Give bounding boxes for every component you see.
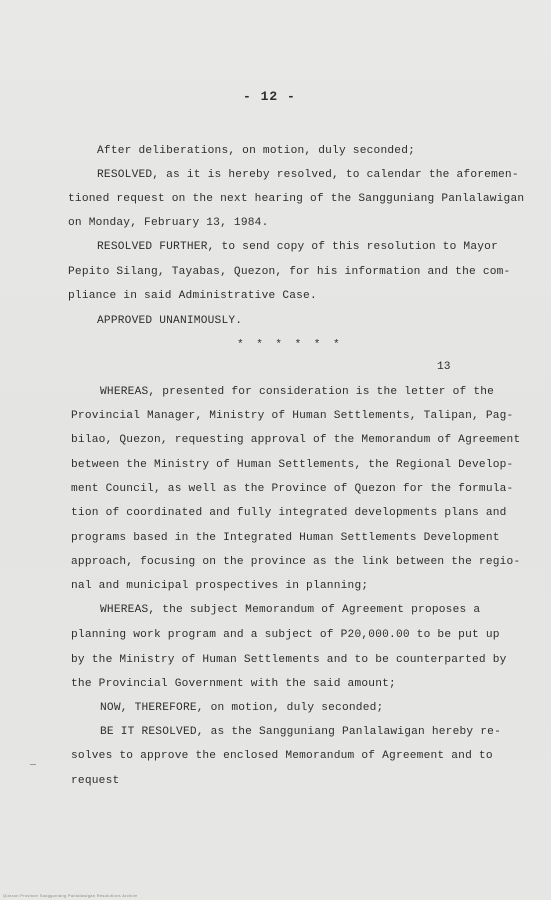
item-number: 13 [437,361,451,373]
body-line: Provincial Manager, Ministry of Human Settlements, Talipan, Pag- [71,410,514,422]
scan-footer: Quezon Province Sangguniang Panlalawigan Resolutions Archive [3,893,138,898]
body-line: tion of coordinated and fully integrated developments plans and [71,507,507,519]
body-line: the Provincial Government with the said amount; [71,678,396,690]
body-line: nal and municipal prospectives in planning; [71,580,369,592]
body-line: RESOLVED FURTHER, to send copy of this resolution to Mayor [97,241,498,253]
body-line: on Monday, February 13, 1984. [68,217,269,229]
body-line: ment Council, as well as the Province of Quezon for the formula- [71,483,514,495]
body-line: between the Ministry of Human Settlements, the Regional Develop- [71,459,514,471]
body-line: BE IT RESOLVED, as the Sangguniang Panlalawigan hereby re- [100,726,501,738]
body-line: tioned request on the next hearing of the Sangguniang Panlalawigan [68,193,525,205]
body-line: solves to approve the enclosed Memorandum of Agreement and to [71,750,493,762]
body-line: request [71,775,120,787]
body-line: NOW, THEREFORE, on motion, duly seconded; [100,702,384,714]
body-line: APPROVED UNANIMOUSLY. [97,315,243,327]
section-separator: * * * * * * [237,339,343,351]
body-line: planning work program and a subject of P20,000.00 to be put up [71,629,500,641]
body-line: bilao, Quezon, requesting approval of the Memorandum of Agreement [71,434,521,446]
body-line: approach, focusing on the province as the link between the regio- [71,556,521,568]
body-line: WHEREAS, presented for consideration is the letter of the [100,386,495,398]
body-line: by the Ministry of Human Settlements and to be counterparted by [71,654,507,666]
body-line: RESOLVED, as it is hereby resolved, to calendar the aforemen- [97,169,519,181]
body-line: Pepito Silang, Tayabas, Quezon, for his information and the com- [68,266,511,278]
page-number: - 12 - [243,89,296,104]
stray-mark [30,764,36,765]
body-line: After deliberations, on motion, duly seconded; [97,145,416,157]
body-line: programs based in the Integrated Human Settlements Development [71,532,500,544]
body-line: pliance in said Administrative Case. [68,290,317,302]
body-line: WHEREAS, the subject Memorandum of Agreement proposes a [100,604,481,616]
